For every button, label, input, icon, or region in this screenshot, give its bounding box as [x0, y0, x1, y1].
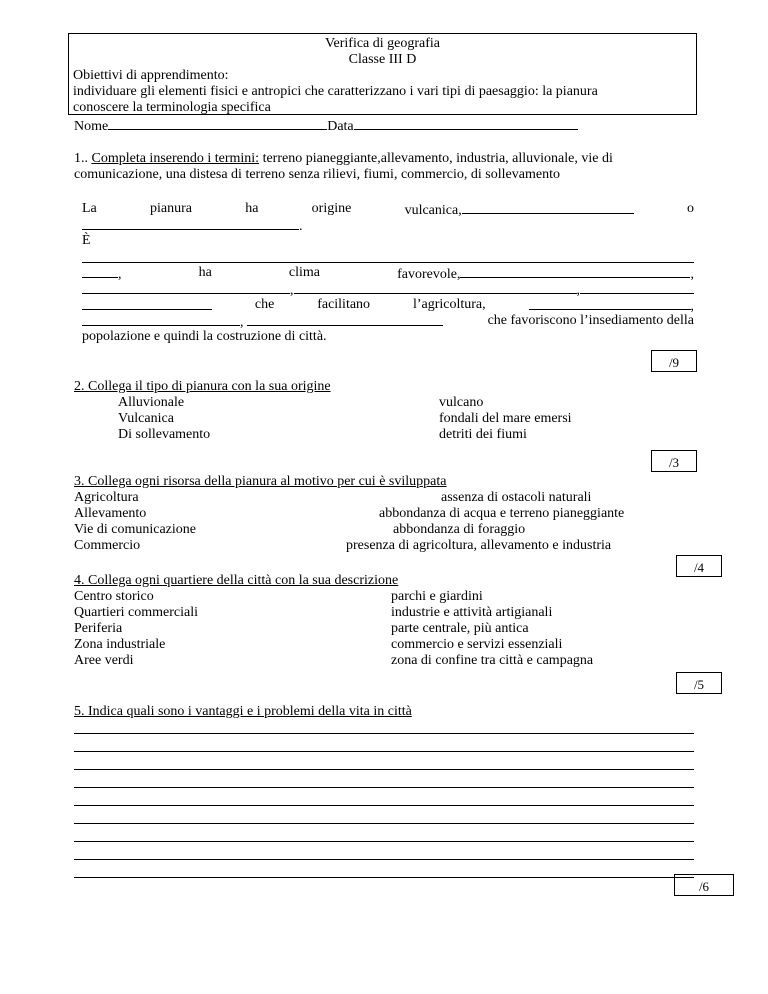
answer-line[interactable] [74, 859, 694, 860]
q3-right-item: abbondanza di acqua e terreno pianeggiante [379, 506, 625, 521]
q4-title: 4. Collega ogni quartiere della città con la sua descrizione [74, 573, 399, 588]
q3-left-item: Commercio [74, 538, 141, 553]
q4-left-item: Quartieri commerciali [74, 605, 198, 620]
q1-word: vulcanica, [404, 203, 462, 218]
q2-left-item: Alluvionale [118, 395, 185, 410]
q1-blank[interactable] [294, 281, 577, 294]
q1-blank[interactable] [529, 297, 691, 310]
q1-text: che favoriscono l’insediamento della [487, 313, 694, 328]
q1-word: clima [288, 265, 321, 280]
q4-score: /5 [676, 672, 722, 694]
q1-line-5: , ha clima favorevole, , [82, 265, 694, 283]
name-label: Nome [74, 119, 109, 134]
name-date-row [74, 117, 578, 135]
q1-blank[interactable] [82, 265, 118, 278]
q1-blank[interactable] [460, 265, 690, 278]
q1-blank[interactable] [82, 281, 290, 294]
q3-right-item: presenza di agricoltura, allevamento e industria [346, 538, 612, 553]
answer-line[interactable] [74, 841, 694, 842]
q1-word: pianura [150, 201, 192, 216]
q1-score: /9 [651, 350, 697, 372]
objective-2: conoscere la terminologia specifica [73, 100, 271, 115]
q4-right-item: commercio e servizi essenziali [391, 637, 563, 652]
q3-left-item: Agricoltura [74, 490, 139, 505]
q3-score: /4 [676, 555, 722, 577]
name-field[interactable] [108, 117, 327, 130]
q1-line-2 [82, 217, 303, 235]
q3-left-item: Allevamento [74, 506, 147, 521]
q1-blank[interactable] [580, 281, 694, 294]
answer-line[interactable] [74, 751, 694, 752]
q1-word: ha [198, 265, 212, 280]
q1-line-8: , che favoriscono l’insediamento della [82, 313, 694, 331]
q4-right-item: parte centrale, più antica [391, 621, 529, 636]
objectives-label: Obiettivi di apprendimento: [73, 68, 229, 83]
q2-score: /3 [651, 450, 697, 472]
q4-left-item: Aree verdi [74, 653, 134, 668]
q2-right-item: detriti dei fiumi [439, 427, 527, 442]
q1-word: che [254, 297, 275, 312]
class-label: Classe III D [348, 52, 417, 67]
q3-title: 3. Collega ogni risorsa della pianura al motivo per cui è sviluppata [74, 474, 447, 489]
q1-word: origine [311, 201, 352, 216]
q4-right-item: parchi e giardini [391, 589, 483, 604]
answer-line[interactable] [74, 787, 694, 788]
q1-line-7: che facilitano l’agricoltura, , [82, 297, 694, 315]
q1-prompt [74, 151, 694, 167]
test-title: Verifica di geografia [324, 36, 441, 51]
q2-left-item: Vulcanica [118, 411, 174, 426]
q1-word: favorevole, [397, 267, 461, 282]
q1-number: 1.. [74, 151, 88, 166]
q5-title: 5. Indica quali sono i vantaggi e i problemi della vita in città [74, 704, 412, 719]
answer-line[interactable] [74, 877, 694, 878]
q2-left-item: Di sollevamento [118, 427, 211, 442]
q1-blank-line[interactable] [82, 262, 694, 263]
answer-line[interactable] [74, 733, 694, 734]
header-box [68, 33, 697, 115]
q4-right-item: industrie e attività artigianali [391, 605, 553, 620]
q1-blank[interactable] [247, 313, 443, 326]
q1-word: facilitano [317, 297, 371, 312]
q1-terms: terreno pianeggiante,allevamento, industria, alluvionale, vie di [262, 151, 613, 166]
q1-line-9: popolazione e quindi la costruzione di città. [82, 329, 327, 344]
answer-line[interactable] [74, 823, 694, 824]
q1-blank[interactable] [82, 297, 212, 310]
date-label: Data [327, 119, 354, 134]
q1-word: La [82, 201, 97, 216]
q1-title: Completa inserendo i termini: [91, 151, 260, 166]
answer-line[interactable] [74, 769, 694, 770]
q3-right-item: abbondanza di foraggio [393, 522, 526, 537]
q1-blank[interactable] [82, 313, 240, 326]
q1-word: ha [245, 201, 259, 216]
q1-terms-cont: comunicazione, una distesa di terreno senza rilievi, fiumi, commercio, di sollevamento [74, 167, 560, 182]
q3-left-item: Vie di comunicazione [74, 522, 197, 537]
q5-score: /6 [674, 874, 734, 896]
q1-period: . [299, 219, 303, 234]
q1-word: l’agricoltura, [412, 297, 486, 312]
q2-right-item: vulcano [439, 395, 484, 410]
q3-right-item: assenza di ostacoli naturali [441, 490, 592, 505]
date-field[interactable] [354, 117, 578, 130]
q1-line-3: È [82, 233, 91, 248]
q1-line-6: , , [82, 281, 694, 299]
q4-left-item: Zona industriale [74, 637, 166, 652]
q2-right-item: fondali del mare emersi [439, 411, 572, 426]
q1-word: o [686, 201, 694, 216]
q2-title: 2. Collega il tipo di pianura con la sua origine [74, 379, 331, 394]
q1-blank[interactable] [462, 201, 634, 214]
q4-right-item: zona di confine tra città e campagna [391, 653, 594, 668]
answer-line[interactable] [74, 805, 694, 806]
q4-left-item: Periferia [74, 621, 123, 636]
q1-blank[interactable] [82, 217, 299, 230]
q4-left-item: Centro storico [74, 589, 154, 604]
objective-1: individuare gli elementi fisici e antropici che caratterizzano i vari tipi di paesaggio: la pianura [73, 84, 598, 99]
